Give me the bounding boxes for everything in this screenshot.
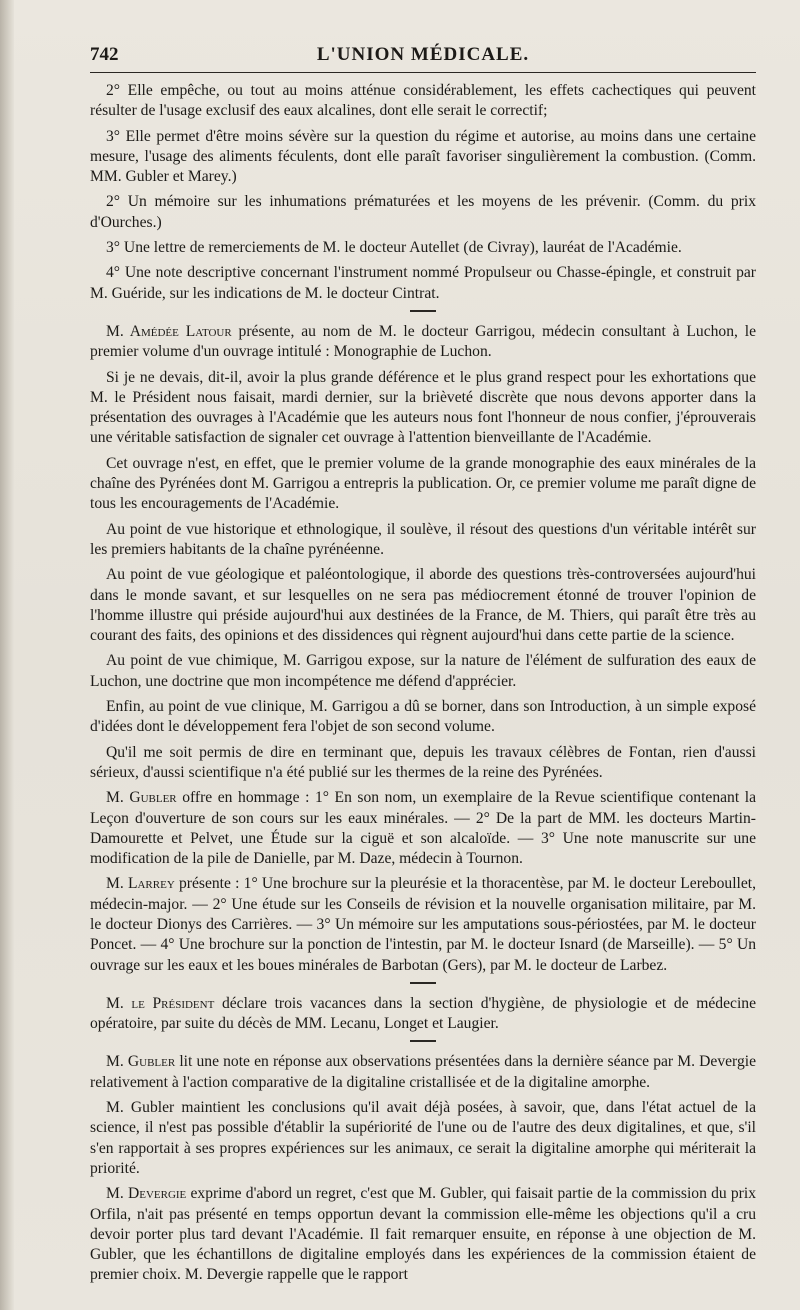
paragraph <box>90 743 756 784</box>
speaker-name: M. Devergie <box>106 1185 187 1203</box>
paragraph <box>90 874 756 975</box>
paragraph <box>90 565 756 646</box>
paragraph-text: Qu'il me soit permis de dire en terminant que, depuis les travaux célèbres de Fontan, rien d'aussi sérieux, d'aussi scientifique n'a été publié sur les thermes de la reine des Pyrénées. <box>90 743 756 781</box>
paragraph <box>90 697 756 738</box>
paragraph-text: Cet ouvrage n'est, en effet, que le premier volume de la grande monographie des eaux minérales de la chaîne des Pyrénées dont M. Garrigou a entrepris la publication. Or, ce premier volume me paraît digne de tous les encouragements de l'Académie. <box>90 454 756 513</box>
paragraph-text: 2° Un mémoire sur les inhumations prématurées et les moyens de les prévenir. (Comm. du prix d'Ourches.) <box>90 193 756 231</box>
paragraph <box>90 1184 756 1285</box>
paragraph <box>90 322 756 363</box>
paragraph-text: Au point de vue chimique, M. Garrigou expose, sur la nature de l'élément de sulfuration des eaux de Luchon, une doctrine que mon incompétence me défend d'apprécier. <box>90 652 756 690</box>
paragraph <box>90 520 756 561</box>
running-head: L'UNION MÉDICALE. <box>316 44 530 65</box>
paragraph-text: 3° Elle permet d'être moins sévère sur la question du régime et autorise, au moins dans une certaine mesure, l'usage des aliments féculents, dont elle paraît favoriser singulièrement la combustion. (Comm. MM. Gubler et Marey.) <box>90 127 756 186</box>
speaker-name: M. Amédée Latour <box>106 322 232 340</box>
paragraph <box>90 263 756 304</box>
paragraph-text: Au point de vue géologique et paléontologique, il aborde des questions très-controversées aujourd'hui dans le monde savant, et sur lesquelles on ne sera pas médiocrement étonné de trouver l'opinion de l'homme illustre qui préside aujourd'hui aux destinées de la France, de M. Thiers, qui paraît être très au courant des faits, des opinions et des dissidences qui règnent aujourd'hui dans cette partie de la science. <box>90 566 756 645</box>
paragraph <box>90 238 756 258</box>
paragraph <box>90 1098 756 1179</box>
paragraph-text: Enfin, au point de vue clinique, M. Garrigou a dû se borner, dans son Introduction, à un simple exposé d'idées dont le développement fera l'objet de son second volume. <box>90 698 756 736</box>
speaker-name: M. Gubler <box>106 1053 176 1071</box>
speaker-name: M. Gubler <box>106 789 177 807</box>
document-body <box>90 81 756 1286</box>
paragraph <box>90 1052 756 1093</box>
paragraph-text: Si je ne devais, dit-il, avoir la plus grande déférence et le plus grand respect pour les exhortations que M. le Président nous faisait, mardi dernier, sur la brièveté discrète que nous devons apporter dans la présentation des ouvrages à l'Académie que les auteurs nous font l'honneur de nous confier, j'éprouverais une véritable satisfaction de signaler cet ouvrage à l'attention bienveillante de l'Académie. <box>90 368 756 447</box>
paragraph <box>90 994 756 1035</box>
paragraph-text: présente, au nom de M. le docteur Garrigou, médecin consultant à Luchon, le premier volume d'un ouvrage intitulé : Monographie de Luchon. <box>90 322 757 361</box>
paragraph-text: 3° Une lettre de remerciements de M. le docteur Autellet (de Civray), lauréat de l'Académie. <box>106 239 682 257</box>
paragraph <box>90 127 756 188</box>
paragraph-text: lit une note en réponse aux observations présentées dans la dernière séance par M. Devergie relativement à l'action comparative de la digitaline cristallisée et de la digitaline amorphe. <box>90 1053 757 1091</box>
paragraph-text: 2° Elle empêche, ou tout au moins atténue considérablement, les effets cachectiques qui peuvent résulter de l'usage exclusif des eaux alcalines, dont elle serait le correctif; <box>90 82 756 120</box>
section-separator <box>410 310 436 312</box>
page-gutter-shadow <box>0 0 14 1310</box>
paragraph-text: Au point de vue historique et ethnologique, il soulève, il résout des questions d'un véritable intérêt sur les premiers habitants de la chaîne pyrénéenne. <box>90 520 756 558</box>
paragraph-text: offre en hommage : 1° En son nom, un exemplaire de la Revue scientifique contenant la Leçon d'ouverture de son cours sur les eaux minérales. — 2° De la part de MM. les docteurs Martin-Damourette et Pelvet, une Étude sur la ciguë et son alcaloïde. — 3° Une note manuscrite sur une modification de la pile de Danielle, par M. Daze, médecin à Tournon. <box>90 789 756 868</box>
page-number: 742 <box>90 44 119 65</box>
paragraph-text: M. Gubler maintient les conclusions qu'il avait déjà posées, à savoir, que, dans l'état actuel de la science, il n'est pas possible d'établir la supériorité de l'une ou de l'autre des deux digitalines, et que, s'il s'en rapportait à ses propres expériences sur les animaux, ce serait la digitaline amorphe qui mériterait la priorité. <box>90 1099 756 1177</box>
page-header <box>90 36 756 73</box>
paragraph-text: 4° Une note descriptive concernant l'instrument nommé Propulseur ou Chasse-épingle, et construit par M. Guéride, sur les indications de M. le docteur Cintrat. <box>90 264 756 302</box>
paragraph <box>90 454 756 515</box>
section-separator <box>410 1040 436 1042</box>
paragraph-text: présente : 1° Une brochure sur la pleurésie et la thoracentèse, par M. le docteur Lereboullet, médecin-major. — 2° Une étude sur les Conseils de révision et la nouvelle organisation militaire, par M. le docteur Dionys des Carrières. — 3° Un mémoire sur les amputations sous-périostées, par M. le docteur Poncet. — 4° Une brochure sur la ponction de l'intestin, par M. le docteur Isnard (de Marseille). — 5° Un ouvrage sur les eaux et les boues minérales de Barbotan (Gers), par M. le docteur de Larbez. <box>90 875 757 974</box>
speaker-name: M. Larrey <box>106 875 175 893</box>
section-separator <box>410 982 436 984</box>
paragraph-text: exprime d'abord un regret, c'est que M. Gubler, qui faisait partie de la commission du prix Orfila, n'ait pas présenté en temps opportun devant la commission elle-même les objections qu'il a cru devoir porter plus tard devant l'Académie. Il fait remarquer ensuite, en réponse à une objection de M. Gubler, que les échantillons de digitaline employés dans les expériences de la commission étaient de premier choix. M. Devergie rappelle que le rapport <box>90 1185 756 1284</box>
paragraph <box>90 651 756 692</box>
speaker-name: M. le Président <box>106 994 215 1012</box>
paragraph <box>90 81 756 122</box>
paragraph <box>90 788 756 869</box>
paragraph <box>90 192 756 233</box>
paragraph <box>90 368 756 449</box>
paragraph-text: déclare trois vacances dans la section d'hygiène, de physiologie et de médecine opératoire, par suite du décès de MM. Lecanu, Longet et Laugier. <box>90 994 756 1033</box>
